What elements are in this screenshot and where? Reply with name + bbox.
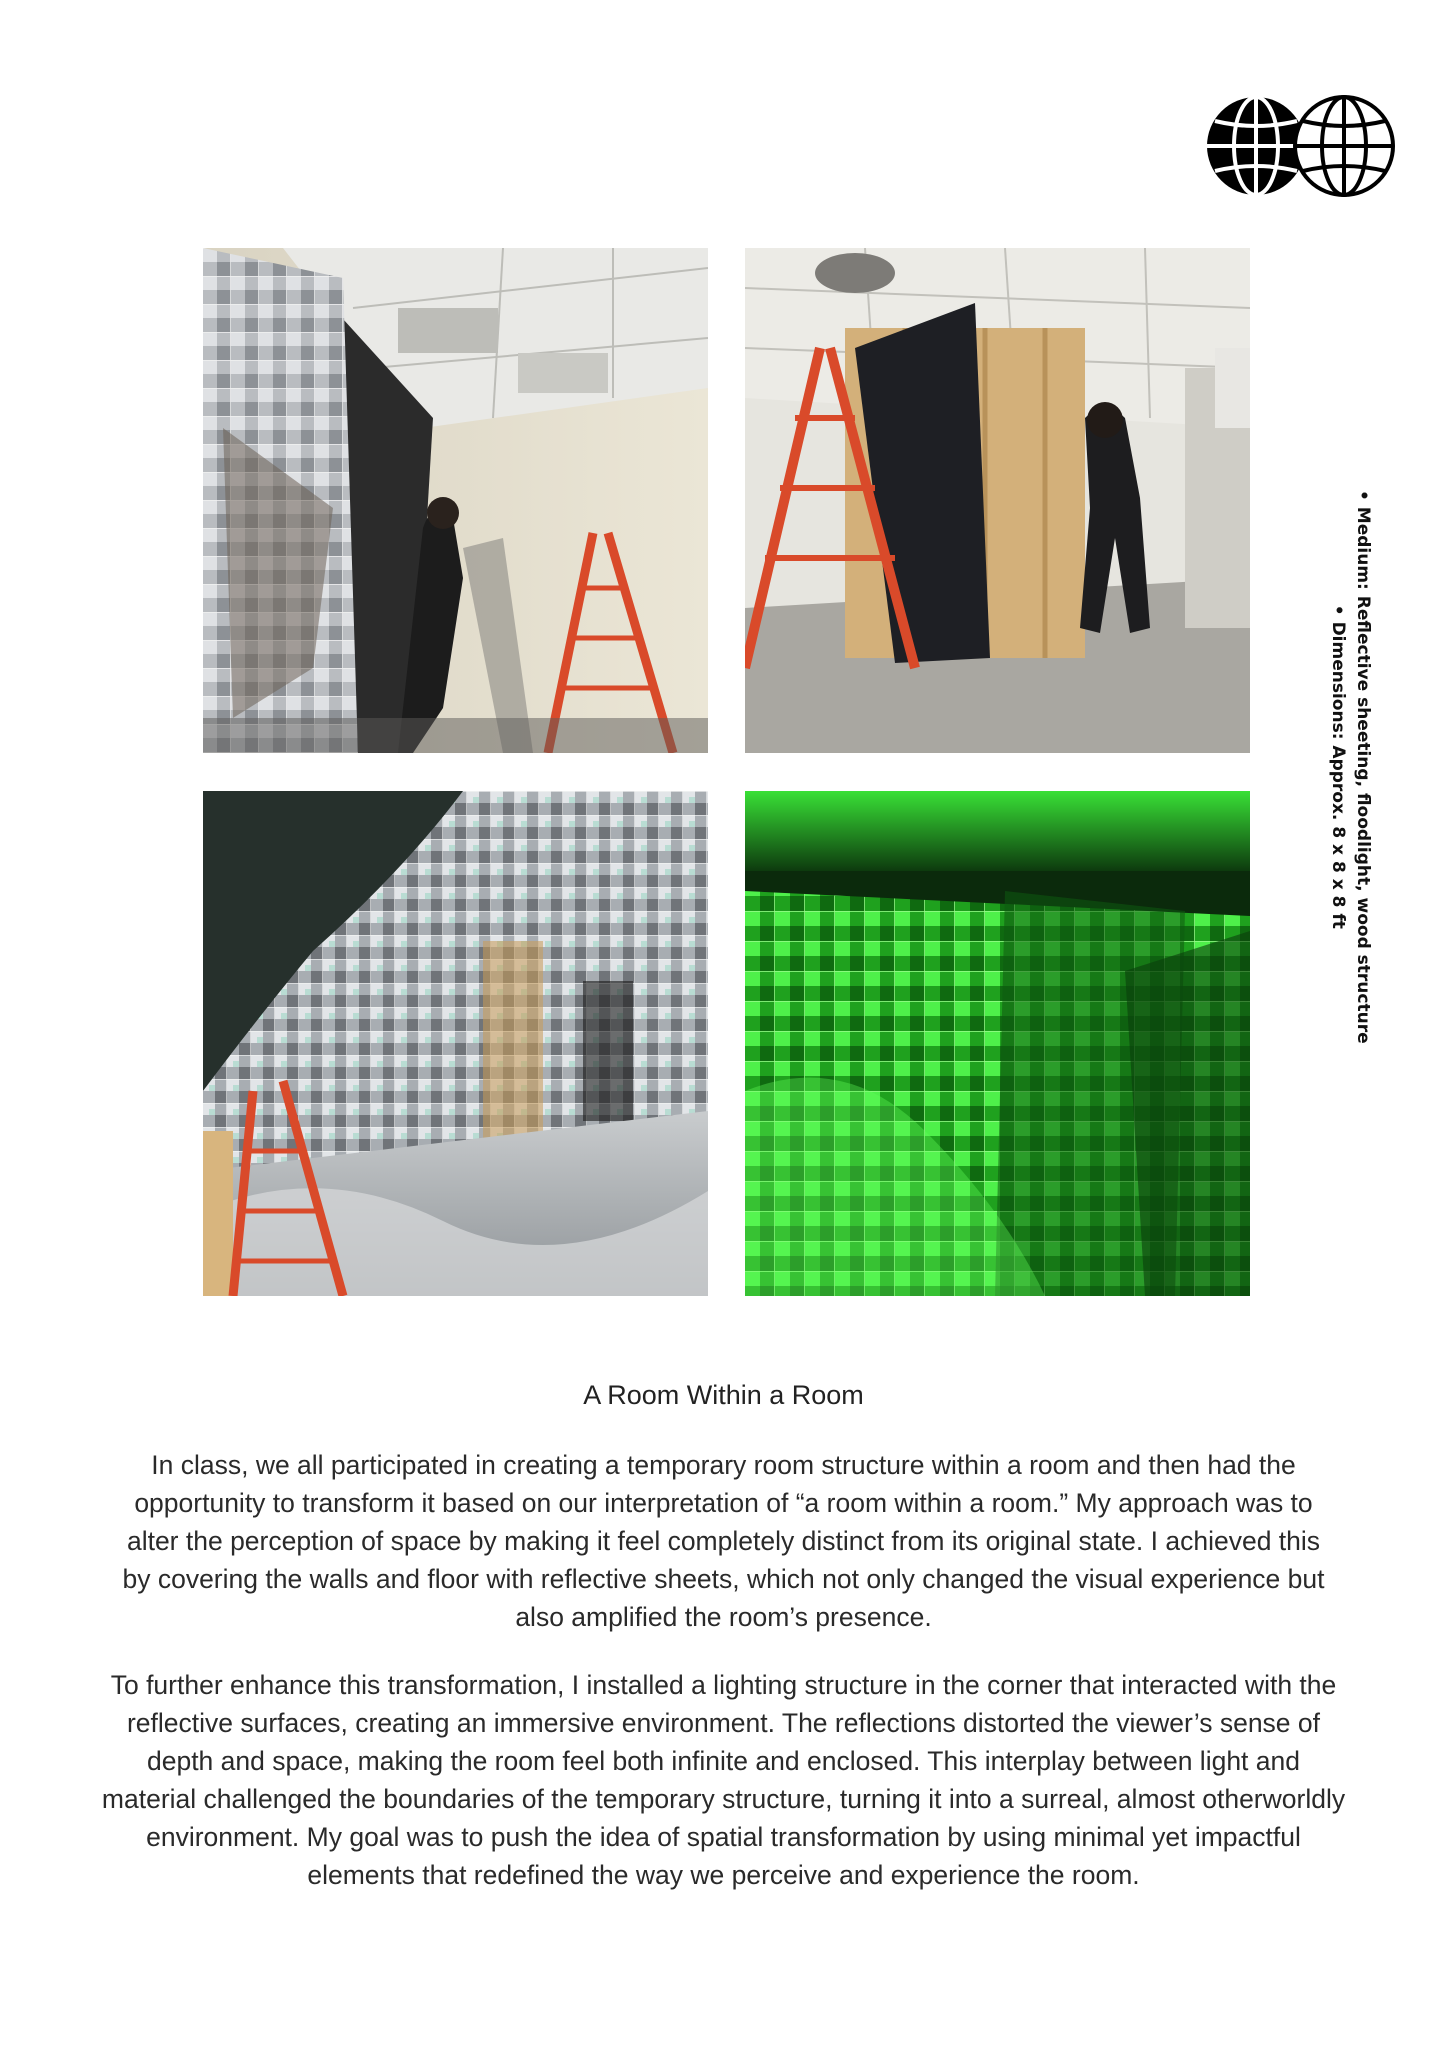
dimensions-note: • Dimensions: Approx. 8 x 8 x 8 ft [1328,604,1348,929]
photo-installing-sheeting [203,248,708,753]
photo-hanging-black-fabric [745,248,1250,753]
description-paragraph-2: To further enhance this transformation, I installed a lighting structure in the corner that interacted with the reflective surfaces, creating an immersive environment. The reflections distorted the viewer’s sense of depth and space, making the room feel both infinite and enclosed. This interplay between light and material challenged the boundaries of the temporary structure, turning it into a surreal, almost otherworldly environment. My goal was to push the idea of spatial transformation by using minimal yet impactful elements that redefined the way we perceive and experience the room. [101,1670,1346,1890]
side-notes [1325,490,1375,1044]
globe-icon-left [1207,97,1305,195]
medium-note: • Medium: Reflective sheeting, floodlight, wood structure [1353,490,1373,1044]
page-title: A Room Within a Room [583,1380,864,1410]
description-paragraph-1: In class, we all participated in creating a temporary room structure within a room and then had the opportunity to transform it based on our interpretation of “a room within a room.” My approach was to alter the perception of space by making it feel completely distinct from its original state. I achieved this by covering the walls and floor with reflective sheets, which not only changed the visual experience but also amplified the room’s presence. [122,1450,1325,1632]
double-globe-logo [1203,93,1397,200]
photo-reflective-room-interior [203,791,708,1296]
photo-green-lit-room [745,791,1250,1296]
globe-icon-right [1295,97,1393,195]
